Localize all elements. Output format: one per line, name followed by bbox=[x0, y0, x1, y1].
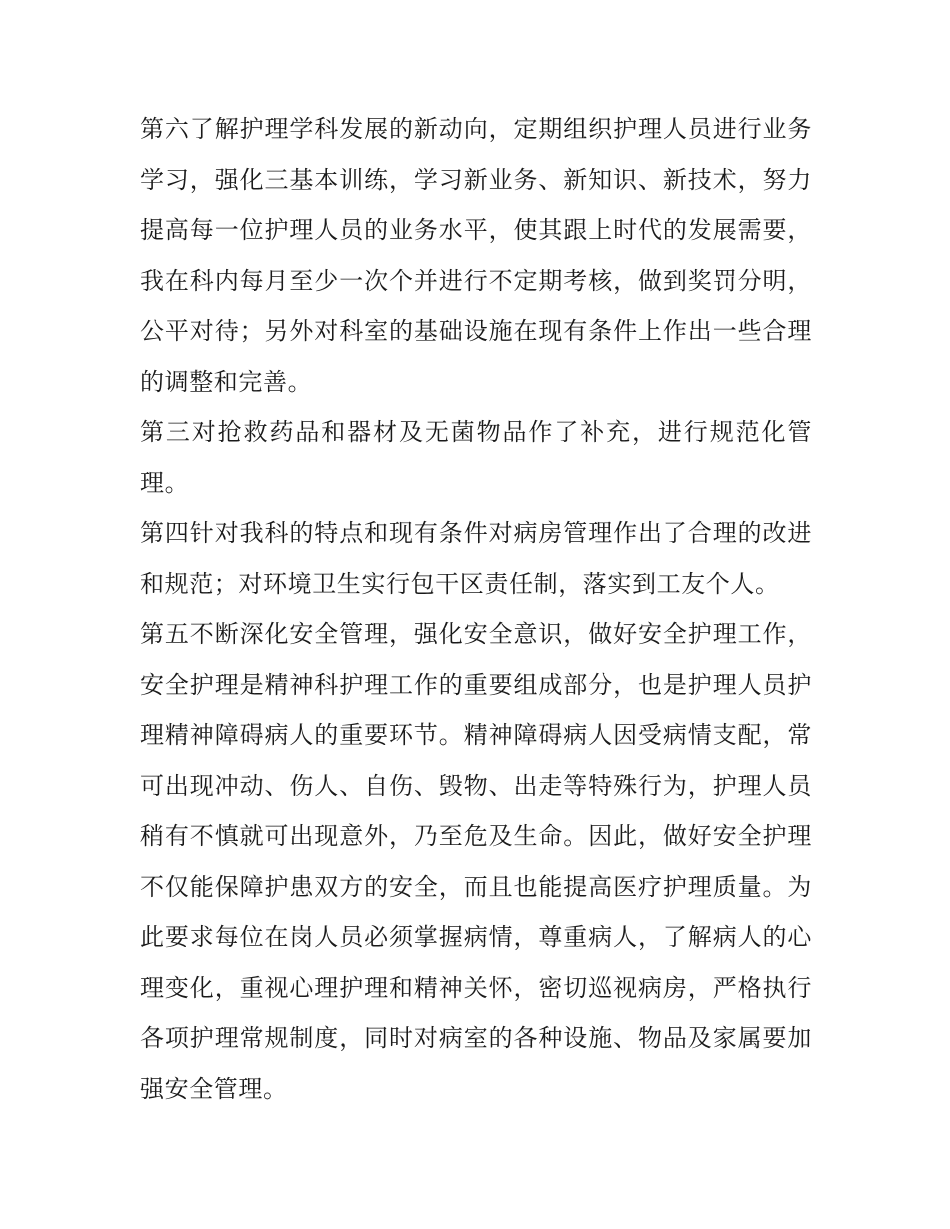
paragraph-sixth-point: 第六了解护理学科发展的新动向，定期组织护理人员进行业务学习，强化三基本训练，学习新业务、新知识、新技术，努力提高每一位护理人员的业务水平，使其跟上时代的发展需要，我在科内每月至少一次个并进行不定期考核，做到奖罚分明，公平对待；另外对科室的基础设施在现有条件上作出一些合理的调整和完善。 bbox=[140, 115, 812, 396]
paragraph-third-point: 第三对抢救药品和器材及无菌物品作了补充，进行规范化管理。 bbox=[140, 418, 812, 497]
document-body bbox=[140, 104, 812, 1114]
paragraph-fifth-point: 第五不断深化安全管理，强化安全意识，做好安全护理工作，安全护理是精神科护理工作的重要组成部分，也是护理人员护理精神障碍病人的重要环节。精神障碍病人因受病情支配，常可出现冲动、伤人、自伤、毁物、出走等特殊行为，护理人员稍有不慎就可出现意外，乃至危及生命。因此，做好安全护理不仅能保障护患双方的安全，而且也能提高医疗护理质量。为此要求每位在岗人员必须掌握病情，尊重病人，了解病人的心理变化，重视心理护理和精神关怀，密切巡视病房，严格执行各项护理常规制度，同时对病室的各种设施、物品及家属要加强安全管理。 bbox=[140, 620, 812, 1103]
paragraph-fourth-point: 第四针对我科的特点和现有条件对病房管理作出了合理的改进和规范；对环境卫生实行包干区责任制，落实到工友个人。 bbox=[140, 519, 812, 598]
